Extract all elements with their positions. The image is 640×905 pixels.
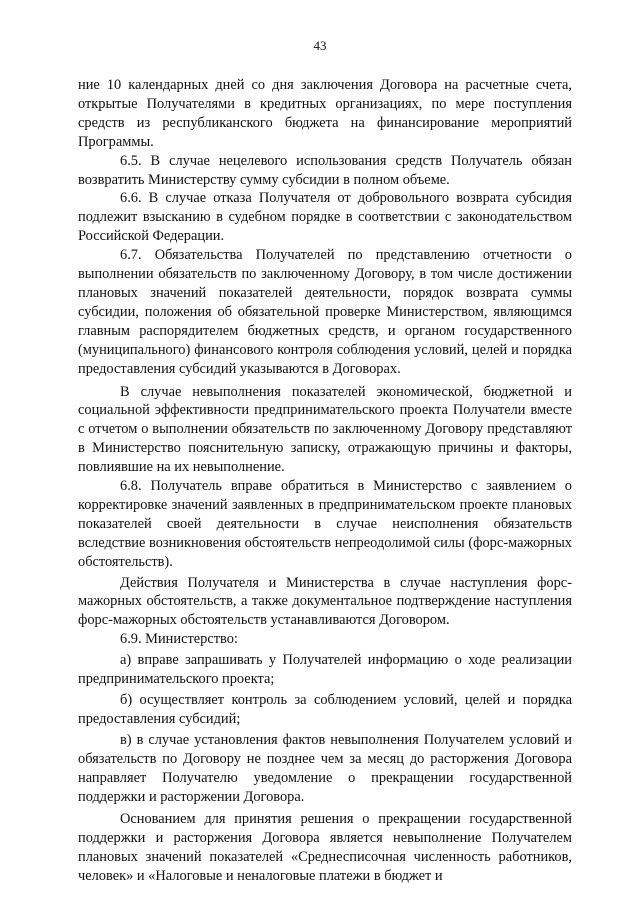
page-number: 43 [313, 38, 327, 53]
paragraph-6-7: 6.7. Обязательства Получателей по представлению отчетности о выполнении обязательств по заключенному Договору, в том числе достижении плановых значений показателей деятельности, порядок возврата суммы субсидии, положения об обязательной проверке Министерством, являющимся главным распорядителем бюджетных средств, и органом государственного (муниципального) финансового контроля соблюдения условий, целей и порядка предоставления субсидий указываются в Договорах. [78, 247, 572, 377]
list-item-a: а) вправе запрашивать у Получателей информацию о ходе реализации предпринимательского проекта; [78, 652, 572, 688]
paragraph-6-6: 6.6. В случае отказа Получателя от добровольного возврата субсидия подлежит взысканию в судебном порядке в соответствии с законодательством Российской Федерации. [78, 190, 572, 245]
page-body [78, 76, 572, 886]
list-item-b: б) осуществляет контроль за соблюдением условий, целей и порядка предоставления субсидий; [78, 692, 572, 727]
paragraph-6-8: 6.8. Получатель вправе обратиться в Министерство с заявлением о корректировке значений заявленных в предпринимательском проекте плановых показателей своей деятельности в случае неисполнения обязательств вследствие возникновения обстоятельств непреодолимой силы (форс-мажорных обстоятельств). [78, 478, 572, 570]
paragraph-continuation: ние 10 календарных дней со дня заключения Договора на расчетные счета, открытые Получателями в кредитных организациях, по мере поступления средств из республиканского бюджета на финансирование мероприятий Программы. [78, 77, 572, 150]
paragraph-6-9: 6.9. Министерство: [120, 631, 238, 648]
paragraph-non-fulfilment: В случае невыполнения показателей экономической, бюджетной и социальной эффективности предпринимательского проекта Получатели вместе с отчетом о выполнении обязательств по заключенному Договору представляют в Министерство пояснительную записку, отражающую причины и факторы, повлиявшие на их невыполнение. [78, 383, 572, 476]
list-item-v: в) в случае установления фактов невыполнения Получателем условий и обязательств по Договору не позднее чем за месяц до расторжения Договора направляет Получателю уведомление о прекращении государственной поддержки и расторжении Договора. [78, 731, 572, 805]
paragraph-6-5: 6.5. В случае нецелевого использования средств Получатель обязан возвратить Министерству сумму субсидии в полном объеме. [78, 152, 572, 188]
paragraph-force-majeure: Действия Получателя и Министерства в случае наступления форс-мажорных обстоятельств, а также документальное подтверждение наступления форс-мажорных обстоятельств устанавливаются Договором. [78, 574, 572, 629]
paragraph-grounds-termination: Основанием для принятия решения о прекращении государственной поддержки и расторжения Договора является невыполнение Получателем плановых значений показателей «Среднесписочная численность работников, человек» и «Налоговые и неналоговые платежи в бюджет и [78, 811, 572, 885]
